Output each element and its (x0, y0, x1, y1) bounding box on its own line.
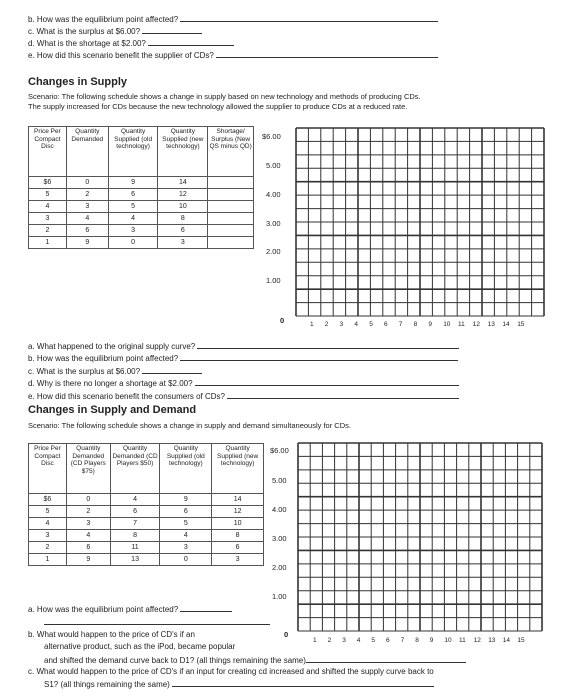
answer-line[interactable] (44, 624, 270, 625)
table-row (29, 530, 264, 542)
table-cell: 13 (110, 554, 160, 566)
x-axis-tick-label: 3 (342, 637, 346, 644)
x-axis-tick-label: 15 (517, 637, 525, 644)
answer-line[interactable] (142, 366, 202, 374)
supply-demand-schedule-table (28, 443, 264, 566)
supply-question-a: a. What happened to the original supply curve? (28, 341, 459, 352)
supply-demand-scenario: Scenario: The following schedule shows a change in supply and demand simultaneously for CDs. (28, 421, 351, 430)
x-axis-tick-label: 7 (400, 637, 405, 644)
table-cell[interactable] (208, 189, 254, 201)
supply-demand-y-label: $6.00 (270, 446, 289, 455)
table-cell: 3 (29, 213, 67, 225)
supply-demand-question-b-line-1: b. What would happen to the price of CD's if an (28, 630, 195, 639)
table-cell: 4 (66, 213, 108, 225)
supply-schedule-table (28, 126, 254, 249)
supply-scenario-line-1: Scenario: The following schedule shows a change in supply based on new technology and methods of producing CDs. (28, 92, 421, 101)
col-header-qs-old: Quantity Supplied (old technology) (160, 444, 212, 494)
table-cell[interactable] (208, 237, 254, 249)
supply-demand-question-a: a. How was the equilibrium point affected? (28, 604, 232, 615)
x-axis-tick-label: 13 (487, 321, 495, 328)
supply-question-d: d. Why is there no longer a shortage at $2.00? (28, 378, 459, 389)
x-axis-tick-label: 14 (502, 637, 511, 644)
table-cell: 6 (66, 542, 110, 554)
table-cell: $6 (29, 177, 67, 189)
x-axis-tick-label: 8 (413, 321, 418, 328)
answer-line[interactable] (180, 14, 438, 22)
supply-demand-question-c-line-2: S1? (all things remaining the same) (44, 679, 434, 690)
supply-y-label: 5.00 (266, 161, 281, 170)
table-cell: 9 (66, 554, 110, 566)
col-header-price: Price Per Compact Disc (29, 127, 67, 177)
table-row (29, 518, 264, 530)
supply-scenario-line-2: The supply increased for CDs because the new technology allowed the supplier to produce CDs at a reduced rate. (28, 102, 408, 111)
table-cell: 2 (29, 225, 67, 237)
supply-origin-label: 0 (280, 316, 285, 325)
top-question-e: e. How did this scenario benefit the supplier of CDs? (28, 50, 438, 61)
table-cell: 10 (158, 201, 208, 213)
top-question-c: c. What is the surplus at $6.00? (28, 26, 202, 37)
table-cell: 8 (158, 213, 208, 225)
supply-demand-y-label: 4.00 (272, 505, 287, 514)
table-cell: 2 (66, 189, 108, 201)
col-header-surplus: Shortage/ Surplus (New QS minus QD) (208, 127, 254, 177)
table-cell: 4 (160, 530, 212, 542)
x-axis-tick-label: 4 (356, 637, 361, 644)
col-header-qs-new: Quantity Supplied (new technology) (212, 444, 264, 494)
col-header-qs-new: Quantity Supplied (new technology) (158, 127, 208, 177)
supply-demand-heading: Changes in Supply and Demand (28, 404, 197, 416)
answer-line[interactable] (216, 50, 438, 58)
table-row (29, 201, 254, 213)
table-cell: 3 (158, 237, 208, 249)
answer-line[interactable] (197, 341, 459, 349)
x-axis-tick-label: 2 (327, 637, 332, 644)
table-cell: 5 (29, 506, 67, 518)
x-axis-tick-label: 11 (459, 637, 466, 644)
answer-line[interactable] (148, 38, 234, 46)
table-cell[interactable] (208, 213, 254, 225)
table-cell: 5 (108, 201, 158, 213)
answer-line[interactable] (180, 604, 232, 612)
table-cell: 4 (108, 213, 158, 225)
x-axis-tick-label: 12 (472, 321, 481, 328)
x-axis-tick-label: 11 (458, 321, 465, 328)
table-row (29, 506, 264, 518)
answer-line[interactable] (195, 378, 459, 386)
table-cell: 2 (29, 542, 67, 554)
table-row (29, 213, 254, 225)
table-cell: 6 (66, 225, 108, 237)
table-row (29, 237, 254, 249)
table-cell: 4 (29, 201, 67, 213)
table-row (29, 225, 254, 237)
table-cell: $6 (29, 494, 67, 506)
supply-y-label: 2.00 (266, 247, 281, 256)
supply-heading: Changes in Supply (28, 76, 128, 88)
table-cell: 8 (110, 530, 160, 542)
top-question-d: d. What is the shortage at $2.00? (28, 38, 234, 49)
table-cell: 3 (108, 225, 158, 237)
table-cell: 3 (212, 554, 264, 566)
supply-demand-graph-grid[interactable] (297, 442, 543, 632)
supply-question-b: b. How was the equilibrium point affected? (28, 353, 458, 364)
supply-demand-question-c-line-1: c. What would happen to the price of CD's if an input for creating cd increased and shifted the supply curve back to (28, 667, 434, 676)
answer-line[interactable] (227, 391, 459, 399)
table-row (29, 494, 264, 506)
table-cell: 11 (110, 542, 160, 554)
x-axis-tick-label: 5 (371, 637, 376, 644)
x-axis-tick-label: 14 (502, 321, 510, 328)
answer-line[interactable] (306, 655, 466, 663)
x-axis-tick-label: 10 (444, 637, 452, 644)
x-axis-tick-label: 4 (354, 321, 359, 328)
table-cell: 12 (158, 189, 208, 201)
table-cell: 9 (160, 494, 212, 506)
table-row (29, 189, 254, 201)
table-cell: 5 (160, 518, 212, 530)
table-cell: 4 (66, 530, 110, 542)
supply-graph-grid[interactable] (295, 127, 545, 317)
x-axis-tick-label: 6 (384, 321, 388, 328)
supply-y-label: 1.00 (266, 276, 281, 285)
x-axis-tick-label: 9 (429, 637, 434, 644)
top-question-b: b. How was the equilibrium point affected? (28, 14, 438, 25)
table-cell: 6 (108, 189, 158, 201)
table-cell: 3 (29, 530, 67, 542)
table-cell: 9 (108, 177, 158, 189)
supply-y-label: $6.00 (262, 132, 281, 141)
table-cell: 6 (110, 506, 160, 518)
table-cell[interactable] (208, 225, 254, 237)
supply-demand-y-label: 2.00 (272, 563, 287, 572)
x-axis-tick-label: 13 (488, 637, 496, 644)
x-axis-tick-label: 10 (443, 321, 451, 328)
table-cell: 0 (66, 494, 110, 506)
table-cell: 7 (110, 518, 160, 530)
supply-y-label: 3.00 (266, 219, 281, 228)
col-header-price: Price Per Compact Disc (29, 444, 67, 494)
table-cell: 8 (212, 530, 264, 542)
supply-demand-y-label: 1.00 (272, 592, 287, 601)
supply-demand-origin-label: 0 (284, 630, 289, 639)
table-cell: 6 (160, 506, 212, 518)
table-cell: 4 (110, 494, 160, 506)
x-axis-tick-label: 2 (324, 321, 329, 328)
table-cell: 14 (158, 177, 208, 189)
table-cell: 0 (66, 177, 108, 189)
col-header-qd-50: Quantity Demanded (CD Players $50) (110, 444, 160, 494)
table-cell: 3 (160, 542, 212, 554)
table-cell: 4 (29, 518, 67, 530)
table-cell: 0 (108, 237, 158, 249)
x-axis-tick-label: 3 (339, 321, 344, 328)
table-cell: 6 (212, 542, 264, 554)
table-row (29, 542, 264, 554)
table-cell: 6 (158, 225, 208, 237)
col-header-qs-old: Quantity Supplied (old technology) (108, 127, 158, 177)
table-cell: 2 (66, 506, 110, 518)
table-cell: 1 (29, 554, 67, 566)
table-cell[interactable] (208, 177, 254, 189)
table-cell: 1 (29, 237, 67, 249)
supply-demand-y-label: 5.00 (272, 476, 287, 485)
x-axis-tick-label: 8 (415, 637, 419, 644)
answer-line[interactable] (142, 26, 202, 34)
table-row (29, 554, 264, 566)
supply-question-e: e. How did this scenario benefit the consumers of CDs? (28, 391, 459, 402)
table-cell: 5 (29, 189, 67, 201)
x-axis-tick-label: 7 (398, 321, 403, 328)
x-axis-tick-label: 6 (386, 637, 390, 644)
supply-demand-question-b-line-3: and shifted the demand curve back to D1? (all things remaining the same) (44, 655, 466, 666)
col-header-qd: Quantity Demanded (66, 127, 108, 177)
supply-question-c: c. What is the surplus at $6.00? (28, 366, 202, 377)
x-axis-tick-label: 5 (369, 321, 373, 328)
table-cell: 3 (66, 518, 110, 530)
table-cell: 0 (160, 554, 212, 566)
answer-line[interactable] (172, 679, 434, 687)
x-axis-tick-label: 1 (313, 637, 317, 644)
x-axis-tick-label: 15 (517, 321, 525, 328)
table-cell: 14 (212, 494, 264, 506)
supply-y-label: 4.00 (266, 190, 281, 199)
table-cell: 10 (212, 518, 264, 530)
table-cell: 3 (66, 201, 108, 213)
x-axis-tick-label: 12 (473, 637, 481, 644)
supply-demand-question-b-line-2: alternative product, such as the iPod, became popular (44, 642, 236, 651)
x-axis-tick-label: 9 (428, 321, 433, 328)
table-row (29, 177, 254, 189)
table-cell: 9 (66, 237, 108, 249)
table-cell[interactable] (208, 201, 254, 213)
col-header-qd-75: Quantity Demanded (CD Players $75) (66, 444, 110, 494)
x-axis-tick-label: 1 (310, 321, 314, 328)
table-cell: 12 (212, 506, 264, 518)
supply-demand-y-label: 3.00 (272, 534, 287, 543)
answer-line[interactable] (180, 353, 458, 361)
